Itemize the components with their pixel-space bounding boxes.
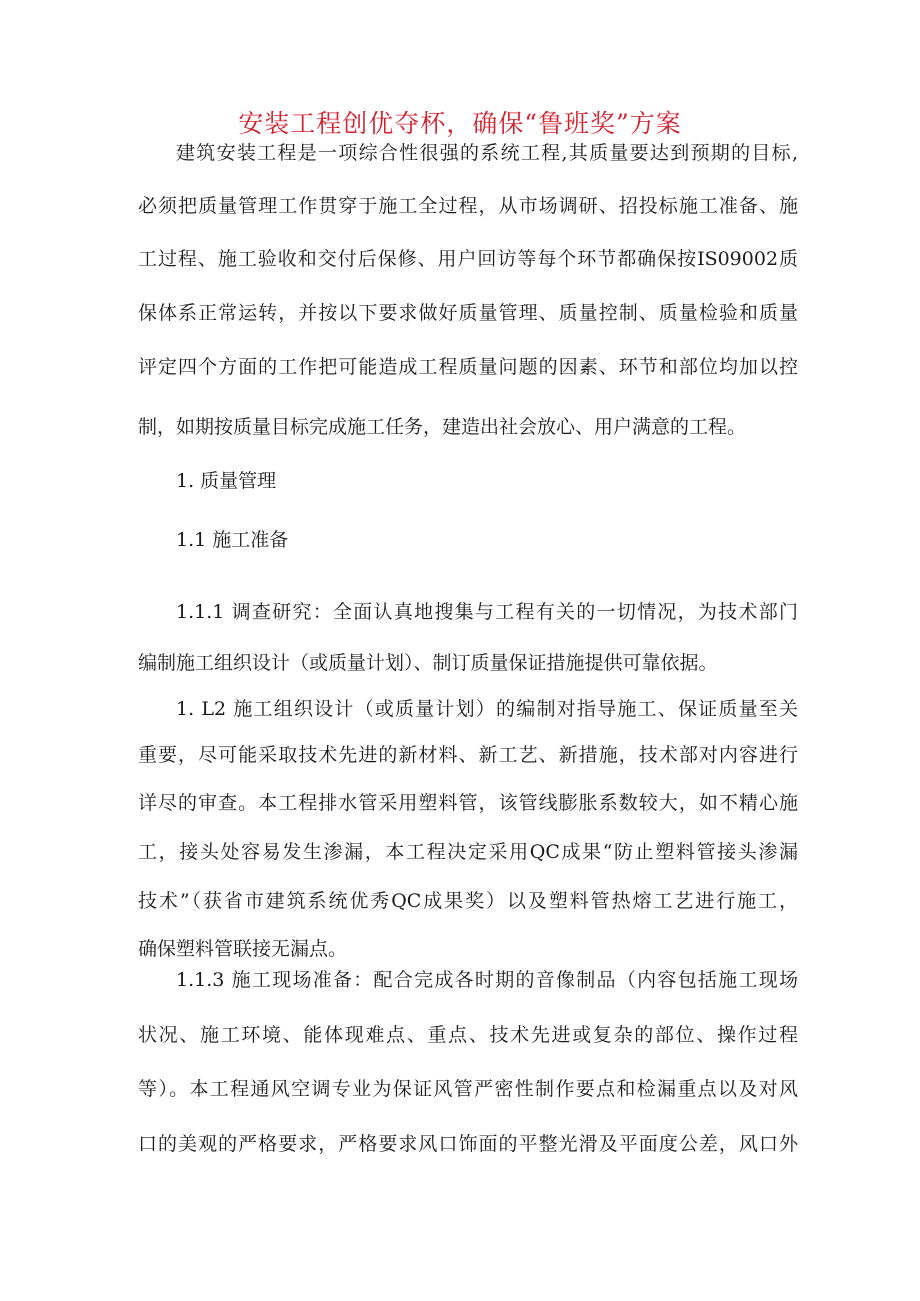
paragraph-line: 等）。本工程通风空调专业为保证风管严密性制作要点和检漏重点以及对风 (138, 1078, 798, 1100)
paragraph-line: 确保塑料管联接无漏点。 (138, 938, 348, 960)
paragraph-line: 1. L2 施工组织设计（或质量计划）的编制对指导施工、保证质量至关 (176, 698, 798, 720)
paragraph-line: 状况、施工环境、能体现难点、重点、技术先进或复杂的部位、操作过程 (138, 1024, 798, 1046)
paragraph-line: 1.1.3 施工现场准备：配合完成各时期的音像制品（内容包括施工现场 (176, 969, 798, 991)
paragraph-line: 建筑安装工程是一项综合性很强的系统工程,其质量要达到预期的目标, (176, 142, 798, 164)
paragraph-line: 详尽的审查。本工程排水管采用塑料管，该管线膨胀系数较大，如不精心施 (138, 792, 798, 814)
paragraph-line: 重要，尽可能采取技术先进的新材料、新工艺、新措施，技术部对内容进行 (138, 744, 798, 766)
paragraph-line: 必须把质量管理工作贯穿于施工全过程，从市场调研、招投标施工准备、施 (138, 195, 798, 217)
paragraph-line: 1.1.1 调查研究：全面认真地搜集与工程有关的一切情况，为技术部门 (176, 601, 798, 623)
paragraph-line: 工过程、施工验收和交付后保修、用户回访等每个环节都确保按IS09002质 (138, 248, 798, 270)
paragraph-line: 制，如期按质量目标完成施工任务，建造出社会放心、用户满意的工程。 (138, 416, 747, 438)
paragraph-line: 技术”（获省市建筑系统优秀QC成果奖）以及塑料管热熔工艺进行施工， (138, 890, 798, 912)
paragraph-line: 口的美观的严格要求，严格要求风口饰面的平整光滑及平面度公差，风口外 (138, 1133, 798, 1155)
paragraph-line: 工，接头处容易发生渗漏，本工程决定采用QC成果“防止塑料管接头渗漏 (138, 841, 798, 863)
paragraph-line: 评定四个方面的工作把可能造成工程质量问题的因素、环节和部位均加以控 (138, 356, 798, 378)
subsection-heading: 1.1 施工准备 (176, 529, 289, 551)
paragraph-line: 保体系正常运转，并按以下要求做好质量管理、质量控制、质量检验和质量 (138, 302, 798, 324)
document-title: 安装工程创优夺杯，确保“鲁班奖”方案 (238, 109, 682, 138)
section-heading: 1. 质量管理 (176, 470, 277, 492)
paragraph-line: 编制施工组织设计（或质量计划）、制订质量保证措施提供可靠依据。 (138, 652, 718, 674)
